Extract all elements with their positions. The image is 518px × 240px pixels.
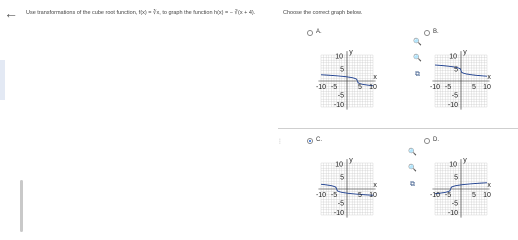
y-tick-label: -10 xyxy=(333,210,344,217)
left-panel-rail xyxy=(0,60,5,100)
h-expression: − ∛(x + 4) xyxy=(229,10,254,16)
y-tick-label: 5 xyxy=(340,66,344,74)
x-tick-label: 10 xyxy=(483,192,491,199)
x-tick-label: 5 xyxy=(358,192,362,199)
y-tick-label: 10 xyxy=(335,161,343,169)
x-axis-label: x xyxy=(487,74,491,81)
x-tick-label: -10 xyxy=(316,192,327,199)
y-tick-label: -10 xyxy=(447,102,458,109)
x-tick-label: 10 xyxy=(369,192,377,199)
x-tick-label: -10 xyxy=(430,84,441,91)
x-axis-label: x xyxy=(373,74,377,81)
y-tick-label: 10 xyxy=(335,53,343,61)
zoom-out-icon[interactable]: 🔍 xyxy=(408,165,417,172)
x-tick-label: -10 xyxy=(316,84,327,91)
y-tick-label: 10 xyxy=(449,53,457,61)
f-expression: ∛x xyxy=(153,10,160,16)
zoom-out-icon[interactable]: 🔍 xyxy=(413,55,422,62)
back-arrow-icon[interactable]: ← xyxy=(4,5,18,21)
external-link-icon[interactable]: ⧉ xyxy=(410,181,415,188)
graph-b xyxy=(430,50,492,112)
x-tick-label: 10 xyxy=(369,84,377,91)
x-tick-label: -10 xyxy=(430,192,441,199)
x-tick-label: -5 xyxy=(444,84,452,91)
y-axis-label: y xyxy=(463,158,467,164)
x-tick-label: 10 xyxy=(483,84,491,91)
zoom-in-icon[interactable]: 🔍 xyxy=(413,39,422,46)
x-tick-label: 5 xyxy=(358,84,362,91)
option-a-label: A. xyxy=(316,29,322,35)
x-tick-label: -5 xyxy=(444,192,452,199)
option-d-label: D. xyxy=(433,137,439,143)
y-tick-label: -10 xyxy=(447,210,458,217)
y-axis-label: y xyxy=(349,50,353,56)
graph-d xyxy=(430,158,492,220)
external-link-icon[interactable]: ⧉ xyxy=(415,71,420,78)
drag-handle-icon[interactable]: ⋮ xyxy=(277,139,283,145)
y-tick-label: 5 xyxy=(454,174,458,182)
option-b-label: B. xyxy=(433,29,439,35)
question-suffix: . xyxy=(253,10,256,16)
y-tick-label: 5 xyxy=(454,66,458,74)
x-tick-label: -5 xyxy=(330,84,338,91)
radio-a[interactable] xyxy=(307,30,313,36)
radio-c[interactable] xyxy=(307,138,313,144)
x-tick-label: 5 xyxy=(472,84,476,91)
radio-d[interactable] xyxy=(424,138,430,144)
y-tick-label: -5 xyxy=(337,92,344,100)
graph-c xyxy=(316,158,378,220)
x-axis-label: x xyxy=(487,182,491,189)
graph-a xyxy=(316,50,378,112)
y-tick-label: -10 xyxy=(333,102,344,109)
y-axis-label: y xyxy=(463,50,467,56)
radio-b[interactable] xyxy=(424,30,430,36)
question-text xyxy=(26,10,255,16)
y-tick-label: 5 xyxy=(340,174,344,182)
scrollbar-thumb[interactable] xyxy=(20,180,23,232)
option-c-label: C. xyxy=(316,137,322,143)
x-tick-label: 5 xyxy=(472,192,476,199)
x-axis-label: x xyxy=(373,182,377,189)
y-tick-label: 10 xyxy=(449,161,457,169)
y-axis-label: y xyxy=(349,158,353,164)
y-tick-label: -5 xyxy=(451,92,458,100)
panel-divider xyxy=(278,128,518,129)
y-tick-label: -5 xyxy=(337,200,344,208)
question-middle: , to graph the function h(x) = xyxy=(159,10,229,16)
question-prefix: Use transformations of the cube root function, f(x) = xyxy=(26,10,152,16)
y-tick-label: -5 xyxy=(451,200,458,208)
zoom-in-icon[interactable]: 🔍 xyxy=(408,149,417,156)
x-tick-label: -5 xyxy=(330,192,338,199)
instruction-text: Choose the correct graph below. xyxy=(283,10,363,16)
